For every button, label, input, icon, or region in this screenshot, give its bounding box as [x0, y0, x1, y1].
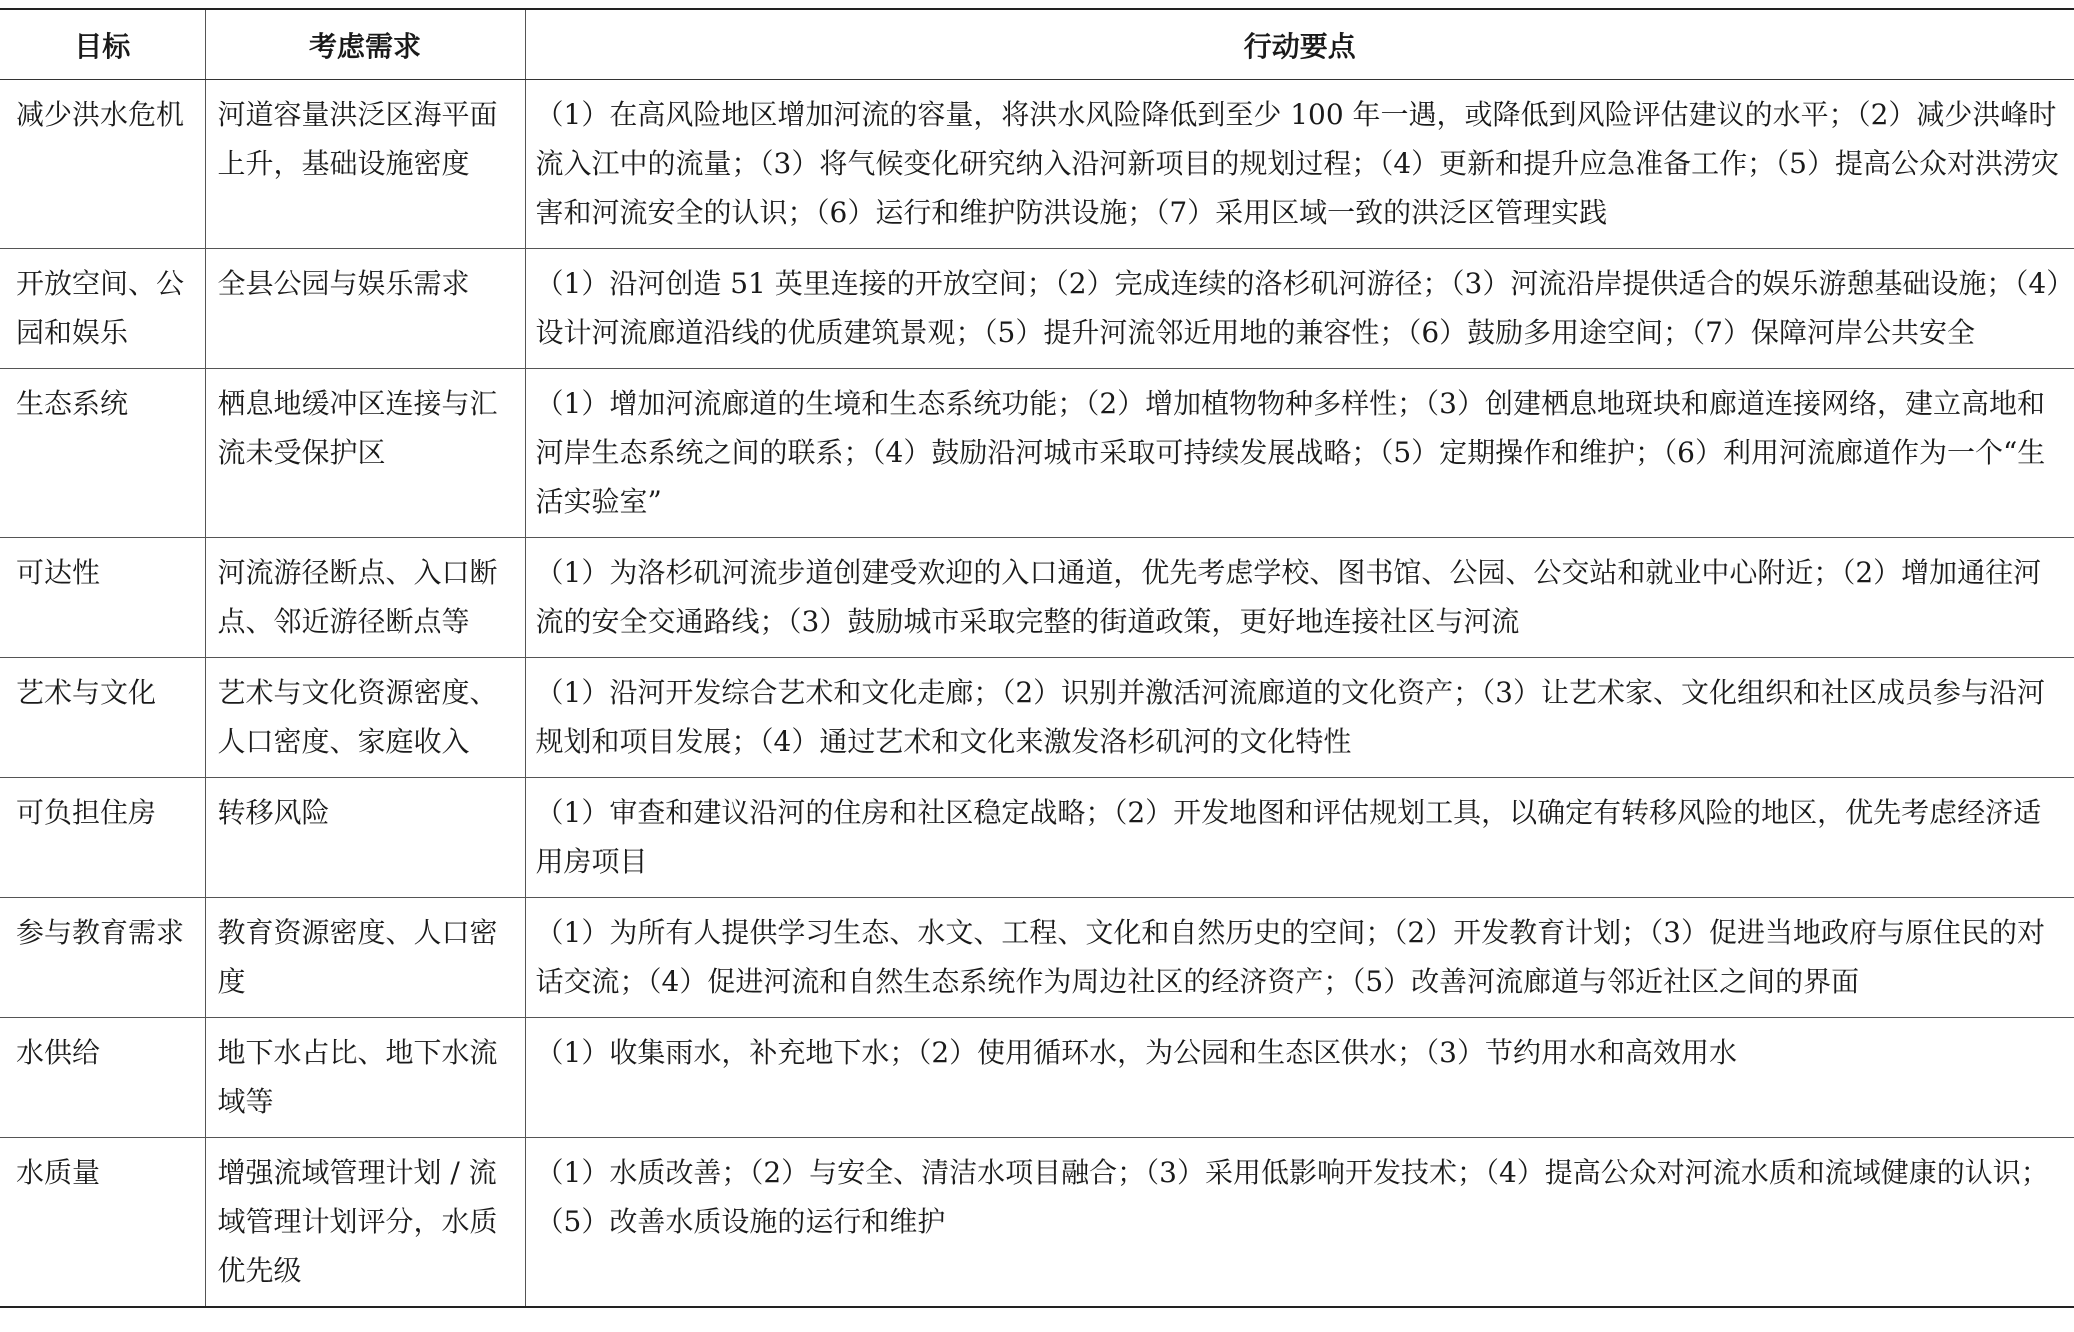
needs-cell: 教育资源密度、人口密度: [205, 898, 525, 1018]
needs-cell: 转移风险: [205, 778, 525, 898]
table-row: [0, 1138, 2074, 1308]
table-body: [0, 80, 2074, 1308]
needs-cell: 河流游径断点、入口断点、邻近游径断点等: [205, 538, 525, 658]
actions-cell: （1）增加河流廊道的生境和生态系统功能；（2）增加植物物种多样性；（3）创建栖息地斑块和廊道连接网络，建立高地和河岸生态系统之间的联系；（4）鼓励沿河城市采取可持续发展战略；（5）定期操作和维护；（6）利用河流廊道作为一个“生活实验室”: [525, 369, 2074, 538]
table-row: [0, 658, 2074, 778]
actions-cell: （1）沿河创造 51 英里连接的开放空间；（2）完成连续的洛杉矶河游径；（3）河流沿岸提供适合的娱乐游憩基础设施；（4）设计河流廊道沿线的优质建筑景观；（5）提升河流邻近用地的兼容性；（6）鼓励多用途空间；（7）保障河岸公共安全: [525, 249, 2074, 369]
table-row: [0, 80, 2074, 249]
goal-cell: 可负担住房: [0, 778, 205, 898]
actions-cell: （1）沿河开发综合艺术和文化走廊；（2）识别并激活河流廊道的文化资产；（3）让艺术家、文化组织和社区成员参与沿河规划和项目发展；（4）通过艺术和文化来激发洛杉矶河的文化特性: [525, 658, 2074, 778]
goal-cell: 水供给: [0, 1018, 205, 1138]
table-row: [0, 369, 2074, 538]
goal-cell: 水质量: [0, 1138, 205, 1308]
needs-cell: 栖息地缓冲区连接与汇流未受保护区: [205, 369, 525, 538]
table-header: [0, 9, 2074, 80]
header-actions: 行动要点: [525, 9, 2074, 80]
goals-actions-table: [0, 8, 2074, 1308]
goal-cell: 开放空间、公园和娱乐: [0, 249, 205, 369]
goal-cell: 生态系统: [0, 369, 205, 538]
actions-cell: （1）审查和建议沿河的住房和社区稳定战略；（2）开发地图和评估规划工具，以确定有转移风险的地区，优先考虑经济适用房项目: [525, 778, 2074, 898]
header-needs: 考虑需求: [205, 9, 525, 80]
goal-cell: 减少洪水危机: [0, 80, 205, 249]
goal-cell: 艺术与文化: [0, 658, 205, 778]
table-row: [0, 538, 2074, 658]
goal-cell: 可达性: [0, 538, 205, 658]
needs-cell: 全县公园与娱乐需求: [205, 249, 525, 369]
actions-cell: （1）收集雨水，补充地下水；（2）使用循环水，为公园和生态区供水；（3）节约用水和高效用水: [525, 1018, 2074, 1138]
table-row: [0, 898, 2074, 1018]
needs-cell: 艺术与文化资源密度、人口密度、家庭收入: [205, 658, 525, 778]
actions-cell: （1）水质改善；（2）与安全、清洁水项目融合；（3）采用低影响开发技术；（4）提高公众对河流水质和流域健康的认识；（5）改善水质设施的运行和维护: [525, 1138, 2074, 1308]
needs-cell: 地下水占比、地下水流域等: [205, 1018, 525, 1138]
table-row: [0, 249, 2074, 369]
actions-cell: （1）为洛杉矶河流步道创建受欢迎的入口通道，优先考虑学校、图书馆、公园、公交站和就业中心附近；（2）增加通往河流的安全交通路线；（3）鼓励城市采取完整的街道政策，更好地连接社区与河流: [525, 538, 2074, 658]
actions-cell: （1）为所有人提供学习生态、水文、工程、文化和自然历史的空间；（2）开发教育计划；（3）促进当地政府与原住民的对话交流；（4）促进河流和自然生态系统作为周边社区的经济资产；（5）改善河流廊道与邻近社区之间的界面: [525, 898, 2074, 1018]
table-row: [0, 1018, 2074, 1138]
table-row: [0, 778, 2074, 898]
needs-cell: 增强流域管理计划 / 流域管理计划评分，水质优先级: [205, 1138, 525, 1308]
header-row: [0, 9, 2074, 80]
header-goal: 目标: [0, 9, 205, 80]
needs-cell: 河道容量洪泛区海平面上升，基础设施密度: [205, 80, 525, 249]
goal-cell: 参与教育需求: [0, 898, 205, 1018]
actions-cell: （1）在高风险地区增加河流的容量，将洪水风险降低到至少 100 年一遇，或降低到风险评估建议的水平；（2）减少洪峰时流入江中的流量；（3）将气候变化研究纳入沿河新项目的规划过程；（4）更新和提升应急准备工作；（5）提高公众对洪涝灾害和河流安全的认识；（6）运行和维护防洪设施；（7）采用区域一致的洪泛区管理实践: [525, 80, 2074, 249]
